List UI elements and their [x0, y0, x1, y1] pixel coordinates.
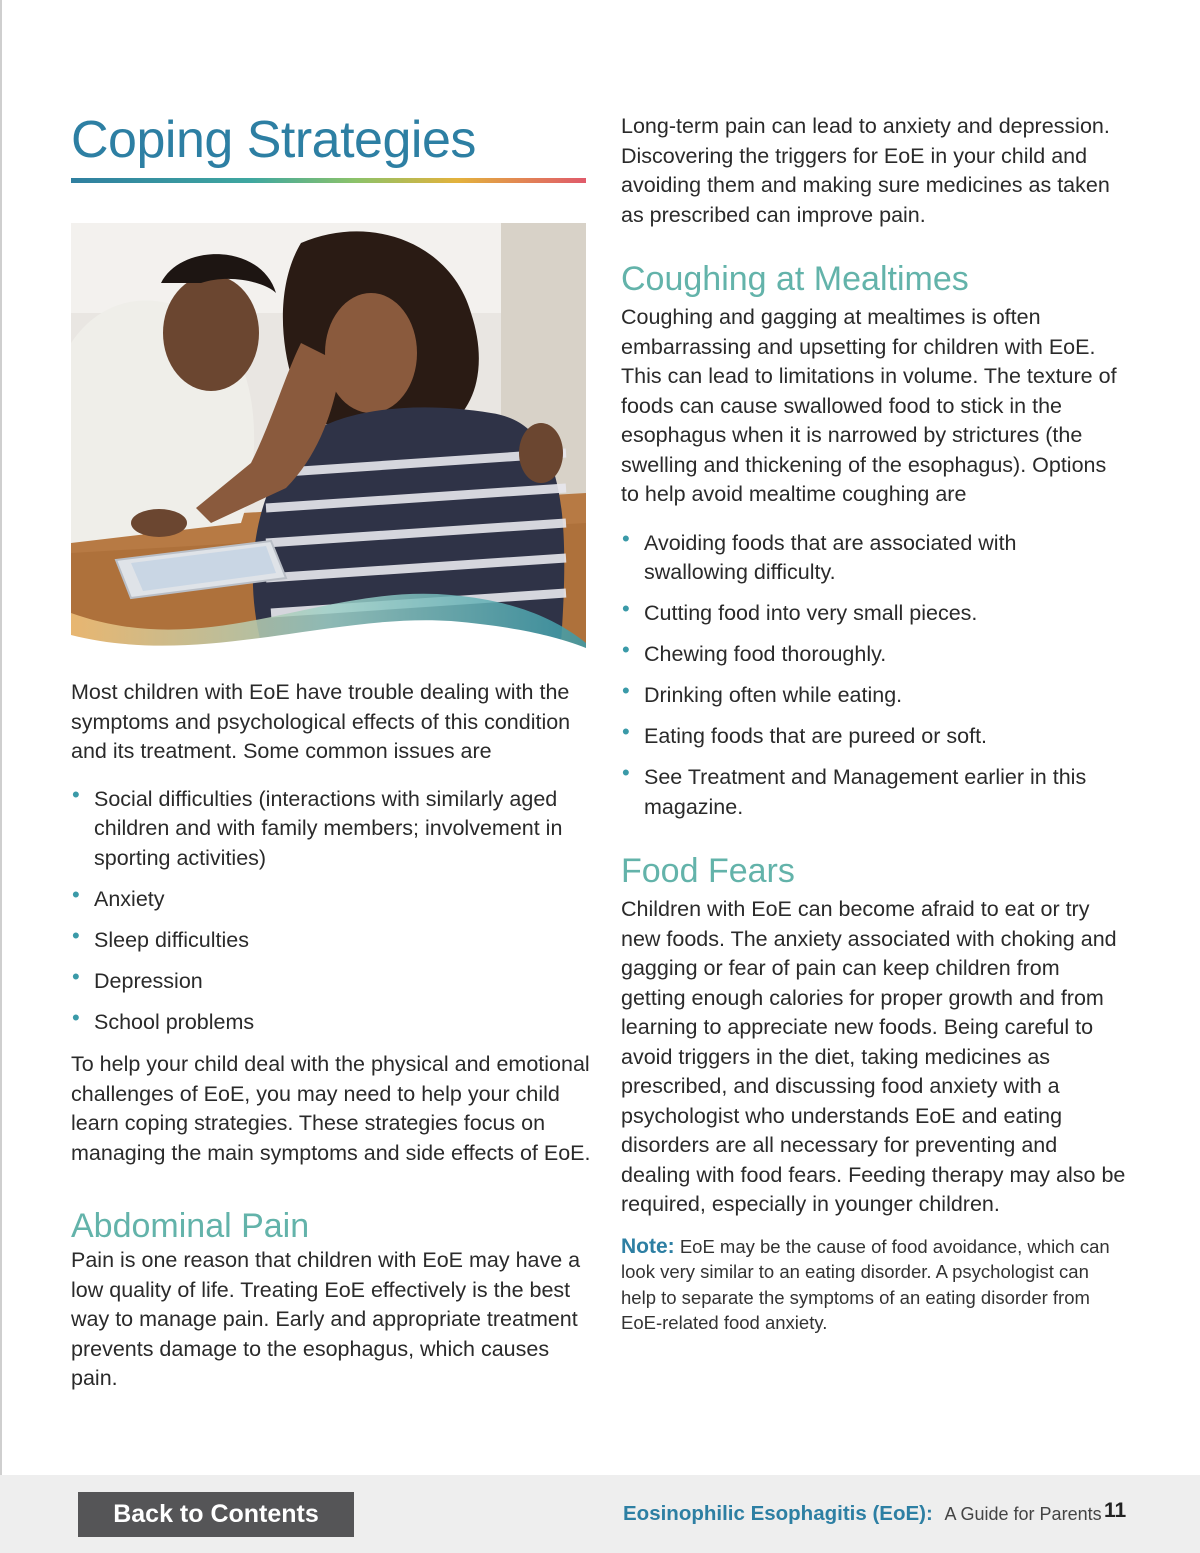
- list-item: • Cutting food into very small pieces.: [622, 596, 978, 625]
- bullet-dot-icon: •: [72, 881, 80, 907]
- bullet-dot-icon: •: [622, 760, 630, 785]
- list-item: • Drinking often while eating.: [622, 678, 903, 707]
- photo-mother-comforting-daughter: [71, 223, 586, 653]
- coughing-text: Coughing and gagging at mealtimes is often embarrassing and upsetting for children with EoE. This can lead to limitations in volume. The texture of foods can cause swallowed food to stick in the esophagus when it is narrowed by strictures (the swelling and thickening of the esophagus). Options to help avoid mealtime coughing are: [621, 305, 1117, 506]
- list-item: • Sleep difficulties: [72, 922, 249, 952]
- note-label: Note:: [621, 1234, 675, 1258]
- bullet-dot-icon: •: [72, 922, 80, 948]
- coping-strategies-paragraph: To help your child deal with the physical and emotional challenges of EoE, you may need to help your child learn coping strategies. These strategies focus on managing the main symptoms and side effects of EoE.: [71, 1052, 591, 1165]
- right-column: [621, 112, 1126, 1336]
- bullet-dot-icon: •: [72, 781, 80, 807]
- photo-illustration: [71, 223, 586, 653]
- note-callout: [621, 1234, 1126, 1336]
- bullet-dot-icon: •: [622, 637, 630, 662]
- page-number: 11: [1104, 1499, 1127, 1522]
- list-item: • Chewing food thoroughly.: [622, 637, 887, 666]
- publication-subtitle: A Guide for Parents: [944, 1504, 1102, 1524]
- intro-paragraph: Most children with EoE have trouble dealing with the symptoms and psychological effects of this condition and its treatment. Some common issues are: [71, 680, 571, 763]
- publication-title: [623, 1500, 1102, 1528]
- title-gradient-rule: [71, 178, 586, 183]
- back-to-contents-button[interactable]: Back to Contents: [78, 1492, 354, 1537]
- publication-title-main: Eosinophilic Esophagitis (EoE):: [623, 1502, 933, 1525]
- list-item: • Anxiety: [72, 881, 165, 911]
- page-edge: [0, 0, 2, 1475]
- list-item: • Eating foods that are pureed or soft.: [622, 719, 988, 748]
- list-item: • School problems: [72, 1004, 255, 1034]
- common-issues-list: [71, 781, 601, 1038]
- page-title: Coping Strategies: [71, 111, 476, 169]
- food-fears-heading: Food Fears: [621, 852, 795, 890]
- bullet-dot-icon: •: [622, 596, 630, 621]
- pain-continued-text: Long-term pain can lead to anxiety and depression. Discovering the triggers for EoE in your child and avoiding them and making sure medicines as taken as prescribed can improve pain.: [621, 114, 1110, 227]
- coughing-heading: Coughing at Mealtimes: [621, 260, 969, 298]
- page-footer: [0, 1475, 1200, 1553]
- abdominal-pain-heading: Abdominal Pain: [71, 1207, 310, 1245]
- list-item: • Social difficulties (interactions with similarly aged children and with family members; involvement in sporting activities): [72, 781, 563, 870]
- left-column: [71, 108, 601, 1394]
- abdominal-pain-text: Pain is one reason that children with EoE may have a low quality of life. Treating EoE effectively is the best way to manage pain. Early and appropriate treatment prevents damage to the esophagus, which causes pain.: [71, 1248, 581, 1390]
- bullet-dot-icon: •: [72, 963, 80, 989]
- bullet-dot-icon: •: [622, 719, 630, 744]
- list-item: • Avoiding foods that are associated with swallowing difficulty.: [622, 525, 1017, 584]
- food-fears-text: Children with EoE can become afraid to eat or try new foods. The anxiety associated with choking and gagging or fear of pain can keep children from getting enough calories for proper growth and from learning to appreciate new foods. Being careful to avoid triggers in the diet, taking medicines as prescribed, and discussing food anxiety with a psychologist who understands EoE and eating disorders are all necessary for preventing and dealing with food fears. Feeding therapy may also be required, especially in younger children.: [621, 897, 1126, 1216]
- bullet-dot-icon: •: [622, 525, 630, 551]
- bullet-dot-icon: •: [72, 1004, 80, 1030]
- coughing-options-list: [621, 525, 1126, 823]
- bullet-dot-icon: •: [622, 678, 630, 703]
- note-text: EoE may be the cause of food avoidance, which can look very similar to an eating disorder. A psychologist can help to separate the symptoms of an eating disorder from EoE-related food anxiety.: [621, 1235, 1110, 1333]
- list-item: • Depression: [72, 963, 203, 993]
- list-item: • See Treatment and Management earlier in this magazine.: [622, 760, 1087, 819]
